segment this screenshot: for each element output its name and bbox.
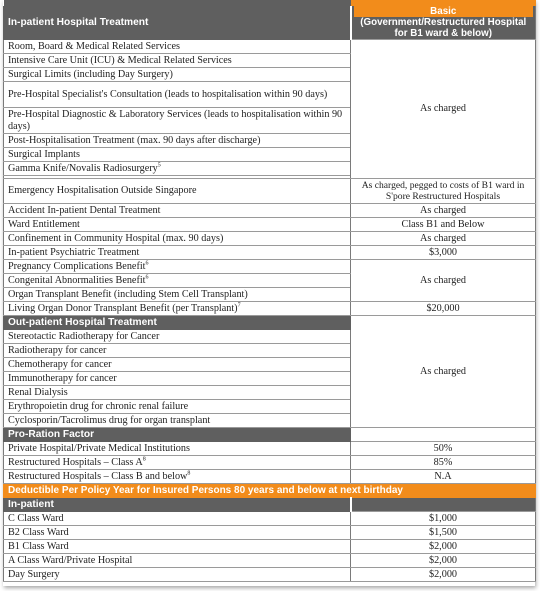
table-row: [4, 302, 536, 316]
benefit-label: Living Organ Donor Transplant Benefit (per Transplant)$^7$: [4, 302, 351, 316]
plan-header: [351, 6, 536, 40]
benefit-value: As charged, pegged to costs of B1 ward in S'pore Restructured Hospitals: [351, 179, 536, 204]
benefit-label: Day Surgery: [4, 568, 351, 582]
section-header-row: [4, 6, 536, 40]
benefit-label: Restructured Hospitals – Class B and below$^8$: [4, 470, 351, 484]
table-row: [4, 218, 536, 232]
table-row: [4, 526, 536, 540]
benefit-label: Congenital Abnormalities Benefit$^6$: [4, 274, 351, 288]
inpatient-subheader: In-patient: [4, 498, 351, 512]
benefit-label: Accident In-patient Dental Treatment: [4, 204, 351, 218]
blank-cell: [351, 428, 536, 442]
benefit-label: Pre-Hospital Specialist's Consultation (leads to hospitalisation within 90 days): [4, 82, 351, 108]
footnote-marker: 8: [142, 456, 146, 463]
footnote-marker: 5: [157, 162, 161, 169]
benefit-label: Surgical Implants: [4, 148, 351, 162]
table-row: [4, 568, 536, 582]
section-header-row: [4, 316, 536, 330]
deductible-section-header: Deductible Per Policy Year for Insured Persons 80 years and below at next birthday: [4, 484, 536, 498]
benefit-label: B2 Class Ward: [4, 526, 351, 540]
benefit-value: 85%: [351, 456, 536, 470]
benefit-value: 50%: [351, 442, 536, 456]
benefit-label: Confinement in Community Hospital (max. 90 days): [4, 232, 351, 246]
benefit-label: Restructured Hospitals – Class $A^8$: [4, 456, 351, 470]
benefit-value: $2,000: [351, 568, 536, 582]
benefit-value: $3,000: [351, 246, 536, 260]
table-row: [4, 260, 536, 274]
benefit-label: Chemotherapy for cancer: [4, 358, 351, 372]
benefit-label: Emergency Hospitalisation Outside Singapore: [4, 179, 351, 204]
footnote-marker: 7: [237, 302, 241, 309]
benefit-label: Private Hospital/Private Medical Institutions: [4, 442, 351, 456]
footnote-marker: 6: [145, 260, 149, 267]
benefit-label: A Class Ward/Private Hospital: [4, 554, 351, 568]
table-row: [4, 470, 536, 484]
benefit-label: Pre-Hospital Diagnostic & Laboratory Services (leads to hospitalisation within 90 days): [4, 108, 351, 134]
benefit-value-group-1: As charged: [351, 40, 536, 179]
benefit-value: As charged: [351, 232, 536, 246]
table-row: [4, 512, 536, 526]
benefit-value: $1,500: [351, 526, 536, 540]
section-header-row: [4, 498, 536, 512]
benefit-label: Gamma Knife/Novalis Radiosurgery$^5$: [4, 162, 351, 176]
table-row: [4, 540, 536, 554]
benefit-label: B1 Class Ward: [4, 540, 351, 554]
benefit-label: Cyclosporin/Tacrolimus drug for organ transplant: [4, 414, 351, 428]
footnote-marker: 8: [187, 470, 191, 477]
benefit-label: Ward Entitlement: [4, 218, 351, 232]
table-row: [4, 442, 536, 456]
benefit-value-group-2: As charged: [351, 260, 536, 302]
benefit-value: $1,000: [351, 512, 536, 526]
benefit-value: N.A: [351, 470, 536, 484]
section-header-row: [4, 428, 536, 442]
benefit-label: Post-Hospitalisation Treatment (max. 90 days after discharge): [4, 134, 351, 148]
benefit-value: As charged: [351, 204, 536, 218]
outpatient-group-value: As charged: [351, 316, 536, 428]
plan-name: Basic: [354, 6, 534, 17]
benefit-label: Renal Dialysis: [4, 386, 351, 400]
inpatient-section-header: In-patient Hospital Treatment: [4, 6, 351, 40]
table-row: [4, 204, 536, 218]
proration-section-header: Pro-Ration Factor: [4, 428, 351, 442]
benefit-label: Immunotherapy for cancer: [4, 372, 351, 386]
benefits-table: [3, 0, 536, 582]
benefit-label: Pregnancy Complications Benefit$^6$: [4, 260, 351, 274]
plan-description: (Government/Restructured Hospital for B1 ward & below): [360, 17, 527, 39]
benefit-label: C Class Ward: [4, 512, 351, 526]
benefit-label: Room, Board & Medical Related Services: [4, 40, 351, 54]
table-row: [4, 554, 536, 568]
table-row: [4, 179, 536, 204]
benefit-value: $20,000: [351, 302, 536, 316]
table-row: [4, 232, 536, 246]
outpatient-section-header: Out-patient Hospital Treatment: [4, 316, 351, 330]
table-row: [4, 246, 536, 260]
benefit-label: Erythropoietin drug for chronic renal failure: [4, 400, 351, 414]
benefit-label: Organ Transplant Benefit (including Stem Cell Transplant): [4, 288, 351, 302]
table-row: [4, 40, 536, 54]
benefit-label: Radiotherapy for cancer: [4, 344, 351, 358]
table-row: [4, 456, 536, 470]
benefit-value: $2,000: [351, 554, 536, 568]
benefit-value: $2,000: [351, 540, 536, 554]
benefit-label: Stereotactic Radiotherapy for Cancer: [4, 330, 351, 344]
benefit-label: In-patient Psychiatric Treatment: [4, 246, 351, 260]
benefit-value: Class B1 and Below: [351, 218, 536, 232]
benefit-label: Surgical Limits (including Day Surgery): [4, 68, 351, 82]
section-header-row: [4, 484, 536, 498]
benefits-table-frame: [3, 0, 535, 586]
deductible-plan-cell: [351, 498, 536, 512]
benefit-label: Intensive Care Unit (ICU) & Medical Related Services: [4, 54, 351, 68]
footnote-marker: 6: [145, 274, 149, 281]
